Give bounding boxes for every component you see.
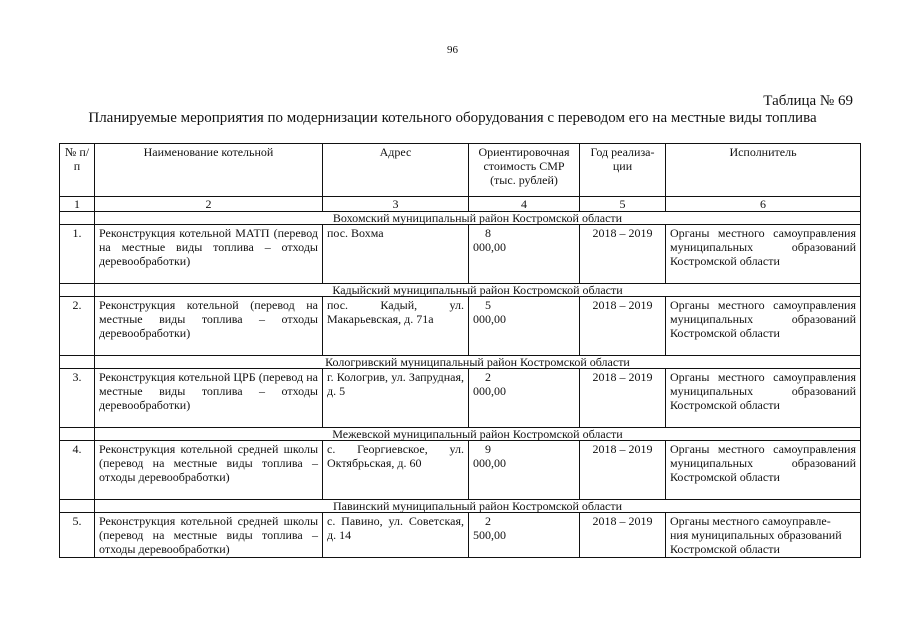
header-name: Наименование котельной <box>95 144 323 197</box>
boiler-year: 2018 – 2019 <box>580 297 666 356</box>
row-number: 1. <box>60 225 95 284</box>
boiler-address: с. Георгиевское, ул. Октябрьская, д. 60 <box>323 441 469 500</box>
row-number: 5. <box>60 513 95 558</box>
executor-line: ния муниципальных образований <box>670 528 842 542</box>
column-number: 3 <box>323 197 469 212</box>
column-number: 1 <box>60 197 95 212</box>
header-year: Год реализа- ции <box>580 144 666 197</box>
district-blank-cell <box>60 356 95 369</box>
district-name: Вохомский муниципальный район Костромской области <box>95 212 861 225</box>
district-name: Кадыйский муниципальный район Костромской области <box>95 284 861 297</box>
header-num: № п/п <box>60 144 95 197</box>
boiler-executor <box>666 513 861 558</box>
district-row <box>60 500 861 513</box>
boiler-address: г. Кологрив, ул. Запрудная, д. 5 <box>323 369 469 428</box>
table-row <box>60 513 861 558</box>
boiler-name: Реконструкция котельной средней школы (перевод на местные виды топлива – отходы деревообработки) <box>95 441 323 500</box>
header-row <box>60 144 861 197</box>
table-row <box>60 369 861 428</box>
table-row <box>60 297 861 356</box>
district-row <box>60 428 861 441</box>
table-row <box>60 441 861 500</box>
boiler-year: 2018 – 2019 <box>580 441 666 500</box>
table-row <box>60 225 861 284</box>
boiler-executor: Органы местного самоуправления муниципальных образований Костромской области <box>666 441 861 500</box>
boiler-name: Реконструкция котельной (перевод на местные виды топлива – отходы деревообработки) <box>95 297 323 356</box>
boiler-name: Реконструкция котельной ЦРБ (перевод на местные виды топлива – отходы деревообработки) <box>95 369 323 428</box>
header-cost: Ориентировочная стоимость СМР (тыс. рублей) <box>469 144 580 197</box>
boiler-year: 2018 – 2019 <box>580 369 666 428</box>
district-row <box>60 284 861 297</box>
boiler-cost: 2 000,00 <box>469 369 580 428</box>
district-name: Межевской муниципальный район Костромской области <box>95 428 861 441</box>
boiler-address: с. Павино, ул. Советская, д. 14 <box>323 513 469 558</box>
district-blank-cell <box>60 500 95 513</box>
district-name: Кологривский муниципальный район Костромской области <box>95 356 861 369</box>
measures-table <box>59 143 861 558</box>
column-number: 6 <box>666 197 861 212</box>
boiler-year: 2018 – 2019 <box>580 513 666 558</box>
district-row <box>60 356 861 369</box>
boiler-executor: Органы местного самоуправления муниципальных образований Костромской области <box>666 297 861 356</box>
district-blank-cell <box>60 284 95 297</box>
header-address: Адрес <box>323 144 469 197</box>
boiler-name: Реконструкция котельной средней школы (перевод на местные виды топлива – отходы деревообработки) <box>95 513 323 558</box>
executor-line: Органы местного самоуправле- <box>670 514 831 528</box>
boiler-name: Реконструкция котельной МАТП (перевод на местные виды топлива – отходы деревообработки) <box>95 225 323 284</box>
row-number: 2. <box>60 297 95 356</box>
row-number: 3. <box>60 369 95 428</box>
header-executor: Исполнитель <box>666 144 861 197</box>
boiler-year: 2018 – 2019 <box>580 225 666 284</box>
page-number: 96 <box>447 44 458 56</box>
district-row <box>60 212 861 225</box>
boiler-address: пос. Вохма <box>323 225 469 284</box>
boiler-address: пос. Кадый, ул. Макарьевская, д. 71а <box>323 297 469 356</box>
executor-line: Костромской области <box>670 542 780 556</box>
boiler-executor: Органы местного самоуправления муниципальных образований Костромской области <box>666 225 861 284</box>
boiler-cost: 5 000,00 <box>469 297 580 356</box>
table-title: Планируемые мероприятия по модернизации котельного оборудования с переводом его на местные виды топлива <box>88 110 817 126</box>
column-number: 2 <box>95 197 323 212</box>
district-blank-cell <box>60 212 95 225</box>
district-name: Павинский муниципальный район Костромской области <box>95 500 861 513</box>
table-label: Таблица № 69 <box>763 93 853 109</box>
row-number: 4. <box>60 441 95 500</box>
column-number: 5 <box>580 197 666 212</box>
boiler-cost: 9 000,00 <box>469 441 580 500</box>
column-number: 4 <box>469 197 580 212</box>
column-number-row <box>60 197 861 212</box>
boiler-cost: 8 000,00 <box>469 225 580 284</box>
boiler-executor: Органы местного самоуправления муниципальных образований Костромской области <box>666 369 861 428</box>
boiler-cost: 2 500,00 <box>469 513 580 558</box>
district-blank-cell <box>60 428 95 441</box>
